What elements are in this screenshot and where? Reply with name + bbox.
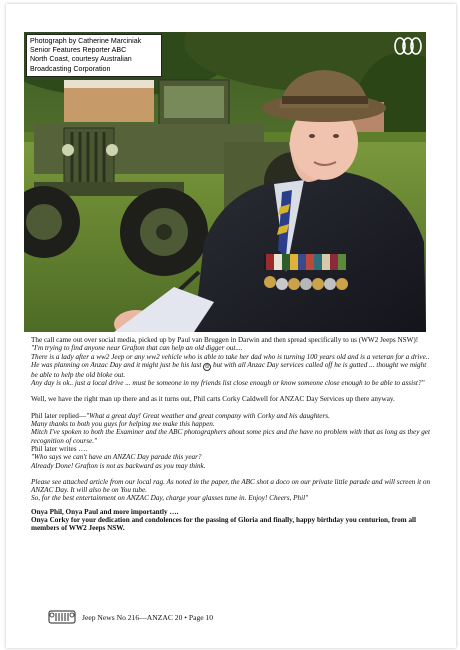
article-body <box>31 336 431 533</box>
quote-line <box>31 361 431 379</box>
reply-line: Mitch I've spoken to both the Examiner and the ABC photographers about some pics and the have no problem with that as long as they get recognition of course." <box>31 428 430 445</box>
caption-line: Broadcasting Corporation <box>30 64 111 73</box>
closing-line: Onya Phil, Onya Paul and more importantly …. <box>31 507 179 516</box>
quote-line: There is a lady after a ww2 Jeep or any ww2 vehicle who is able to take her dad who is turning 100 years old and is a veteran for a drive.. <box>31 352 430 361</box>
body-paragraph: Well, we have the right man up there and as it turns out, Phil carts Corky Caldwell for ANZAC Day Services up there anyway. <box>31 395 395 404</box>
caption-line: Senior Features Reporter ABC <box>30 46 127 55</box>
reply-line: Please see attached article from our local rag. As noted in the paper, the ABC shot a doco on our private little parade and will screen it on ANZAC Day. It will also be on You tube. <box>31 477 431 495</box>
quote-text: He was planning on Anzac Day and it might just be his last <box>31 360 202 369</box>
sad-face-icon: ☹ <box>204 364 210 370</box>
jeep-grille-icon <box>48 610 76 624</box>
reply-quote: "What a great day! Great weather and great company with Corky and his daughters. <box>86 411 330 420</box>
reply-line: Already Done! Grafton is not as backward as you may think. <box>31 461 206 470</box>
reply-paragraph <box>31 412 431 420</box>
body-line: Phil later writes …. <box>31 444 88 453</box>
photo-credit <box>26 34 162 77</box>
footer-text: Jeep News No 216—ANZAC 20 • Page 10 <box>82 612 214 622</box>
caption-line: North Coast, courtesy Australian <box>30 55 132 64</box>
quote-line: Any day is ok.. just a local drive ... must be someone in my friends list close enough or know someone close enough to be able to assist?" <box>31 379 425 388</box>
quote-text: but with all Anzac Day services called off he is gutted ... thought we might be able to help the old bloke out. <box>31 360 427 379</box>
reply-line: "Who says we can't have an ANZAC Day parade this year? <box>31 453 202 462</box>
closing-line: Onya Corky for your dedication and condolences for the passing of Gloria and finally, happy birthday you centurion, from all members of WW2 Jeeps NSW. <box>31 516 417 533</box>
abc-logo-icon <box>394 36 422 56</box>
article-photo <box>24 32 426 332</box>
caption-line: Photograph by Catherine Marciniak <box>30 37 142 45</box>
reply-lead: Phil later replied— <box>31 411 87 420</box>
reply-line: Many thanks to both you guys for helping me make this happen. <box>31 420 215 429</box>
quote-line: "I'm trying to find anyone near Grafton that can help an old digger out.... <box>31 344 243 353</box>
page-footer <box>48 609 213 625</box>
intro-paragraph: The call came out over social media, picked up by Paul van Bruggen in Darwin and then spread specifically to us (WW2 Jeeps NSW)! <box>31 336 419 344</box>
reply-line: So, for the best entertainment on ANZAC Day, charge your glasses tune in. Enjoy! Cheers, Phil" <box>31 494 309 503</box>
